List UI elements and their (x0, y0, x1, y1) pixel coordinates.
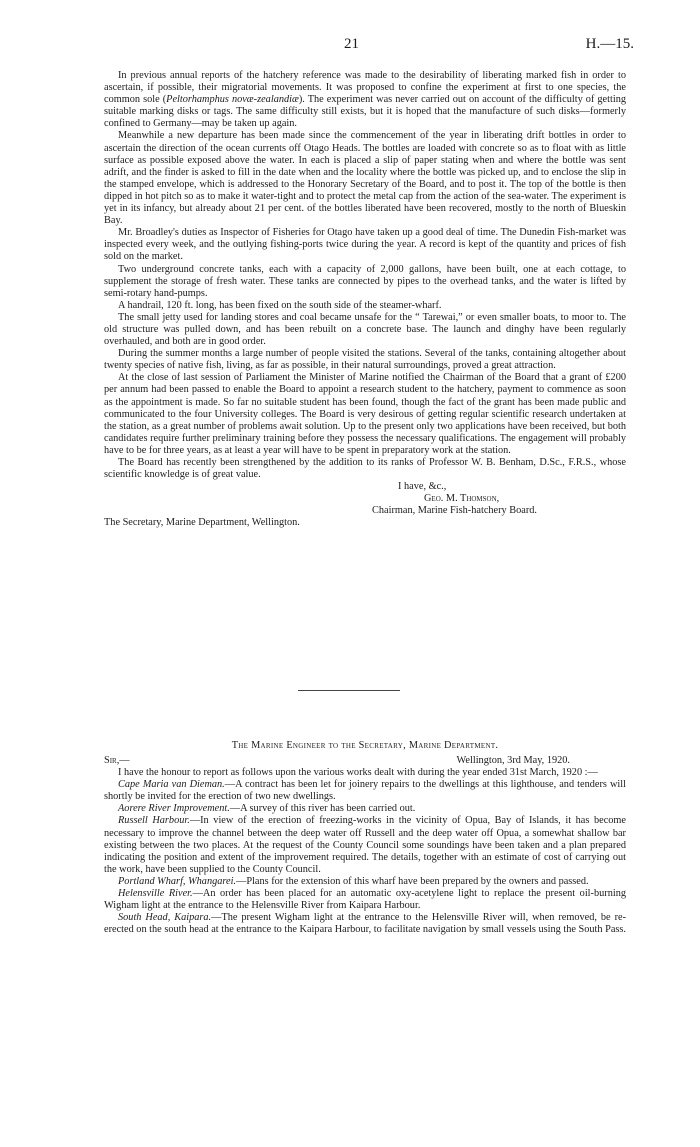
paragraph: In previous annual reports of the hatchery reference was made to the desirability of liberating marked fish in order to ascertain, if possible, their migratorial movements. It was proposed to confine the experiment at first to one species, the common sole (Peltorhamphus novæ-zealandiæ). The experiment was never carried out on account of the difficulty of getting suitable marking disks or tags. The same difficulty still exists, but it is hoped that the manufacture of such disks—formerly confined to Germany—may be taken up again. (104, 70, 627, 130)
item-heading: Aorere River Improvement. (118, 803, 230, 815)
paragraph: A handrail, 120 ft. long, has been fixed on the south side of the steamer-wharf. (118, 299, 442, 311)
work-item: Helensville River.—An order has been placed for an automatic oxy-acetylene light to replace the present oil-burning Wigham light at the entrance to the Helensville River from Kaipara Harbour. (104, 888, 627, 912)
species-name: Peltorhamphus novæ-zealandiæ (166, 94, 299, 106)
salutation: Sir,— (104, 755, 130, 767)
paragraph: During the summer months a large number of people visited the stations. Several of the tanks, containing altogether about twenty species of native fish, living, as far as possible, in their natural surroundings, proved a great attraction. (104, 348, 626, 372)
paragraph: The Board has recently been strengthened by the addition to its ranks of Professor W. B. Benham, D.Sc., F.R.S., whose scientific knowledge is of great value. (104, 457, 626, 481)
dateline: Wellington, 3rd May, 1920. (456, 755, 570, 767)
item-heading: Cape Maria van Dieman. (118, 779, 225, 791)
item-heading: Helensville River. (118, 888, 193, 900)
page-number: 21 (344, 36, 359, 52)
work-item: South Head, Kaipara.—The present Wigham light at the entrance to the Helensville River will, when removed, be re-erected on the south head at the entrance to the Kaipara Harbour, to facilitate navigation by small vessels using the South Pass. (104, 912, 627, 936)
salutation-line (104, 755, 626, 767)
item-heading: Russell Harbour. (118, 815, 190, 827)
work-item: Russell Harbour.—In view of the erection of freezing-works in the vicinity of Opua, Bay of Islands, it has become necessary to improve the channel between the deep water off Russell and the deep water off Opua, a somewhat shallow bar existing between the two places. At the request of the County Council some soundings have been taken and a plan prepared indicating the position and extent of the improvement required. The details, together with an estimate of cost of carrying out the work, have been supplied to the County Council. (104, 815, 627, 875)
paragraph: Mr. Broadley's duties as Inspector of Fisheries for Otago have taken up a good deal of time. The Dunedin Fish-market was inspected every week, and the outlying fishing-ports twice during the year. A record is kept of the quantity and prices of fish sold on the market. (104, 227, 626, 263)
section-divider (298, 690, 400, 691)
paragraph: The small jetty used for landing stores and coal became unsafe for the “ Tarewai,” or even smaller boats, to moor to. The old structure was pulled down, and has been rebuilt on a concrete base. The launch and dinghy have been regularly overhauled, and both are in good order. (104, 311, 626, 348)
work-item: Aorere River Improvement.—A survey of this river has been carried out. (118, 803, 416, 815)
work-item: Cape Maria van Dieman.—A contract has been let for joinery repairs to the dwellings at this lighthouse, and tenders will shortly be invited for the erection of two new dwellings. (104, 779, 627, 803)
paragraph: I have the honour to report as follows upon the various works dealt with during the year ended 31st March, 1920 :— (118, 767, 598, 779)
paragraph: Two underground concrete tanks, each with a capacity of 2,000 gallons, have been built, one at each cottage, to supplement the storage of fresh water. These tanks are connected by pipes to the overhead tanks, and the water is lifted by semi-rotary hand-pumps. (104, 263, 626, 299)
item-heading: South Head, Kaipara. (118, 912, 212, 924)
page-header (0, 36, 700, 56)
paragraph: Meanwhile a new departure has been made since the commencement of the year in liberating drift bottles in order to ascertain the direction of the ocean currents off Otago Heads. The bottles are loaded with concrete so as to float with as little surface as possible exposed above the water. In each is placed a slip of paper stating when and where the bottle was sent adrift, and the finder is asked to fill in the date when and the locality where the bottle was picked up, and to enclose the slip in the stamped envelope, which is addressed to the Honorary Secretary of the Board, and to post it. The top of the bottle is then dipped in hot pitch so as to make it water-tight and to protect the metal cap from the action of the sea-water. The experiment is yet in its infancy, but already about 21 per cent. of the bottles liberated have been recovered, mostly to the north of Blueskin Bay. (104, 130, 626, 227)
letter-title: The Marine Engineer to the Secretary, Marine Department. (231, 740, 499, 751)
engineer-report (104, 740, 626, 936)
paragraph: At the close of last session of Parliament the Minister of Marine notified the Chairman of the Board that a grant of £200 per annum had been passed to enable the Board to appoint a research student to the hatchery, payment to commence as soon as the appointment is made. So far no suitable student has been found, though the fact of the grant has been made public and communicated to the four University colleges. The Board is very desirous of getting regular scientific research undertaken at the station, as a great number of problems await solution. Up to the present only two applications have been received, but both candidates require further preliminary training before they possess the necessary qualifications. The engagement will probably have to be for three years, as at least a year will have to be spent in preparatory work at the station. (104, 372, 626, 456)
signer-title: Chairman, Marine Fish-hatchery Board. (372, 505, 537, 517)
hatchery-report (104, 70, 626, 530)
addressee: The Secretary, Marine Department, Wellington. (104, 517, 300, 529)
signer-name: Geo. M. Thomson, (424, 493, 500, 505)
item-heading: Portland Wharf, Whangarei. (118, 875, 237, 887)
document-reference: H.—15. (585, 36, 634, 52)
closing: I have, &c., (398, 481, 447, 493)
work-item: Portland Wharf, Whangarei.—Plans for the extension of this wharf have been prepared by the owners and passed. (118, 875, 589, 887)
